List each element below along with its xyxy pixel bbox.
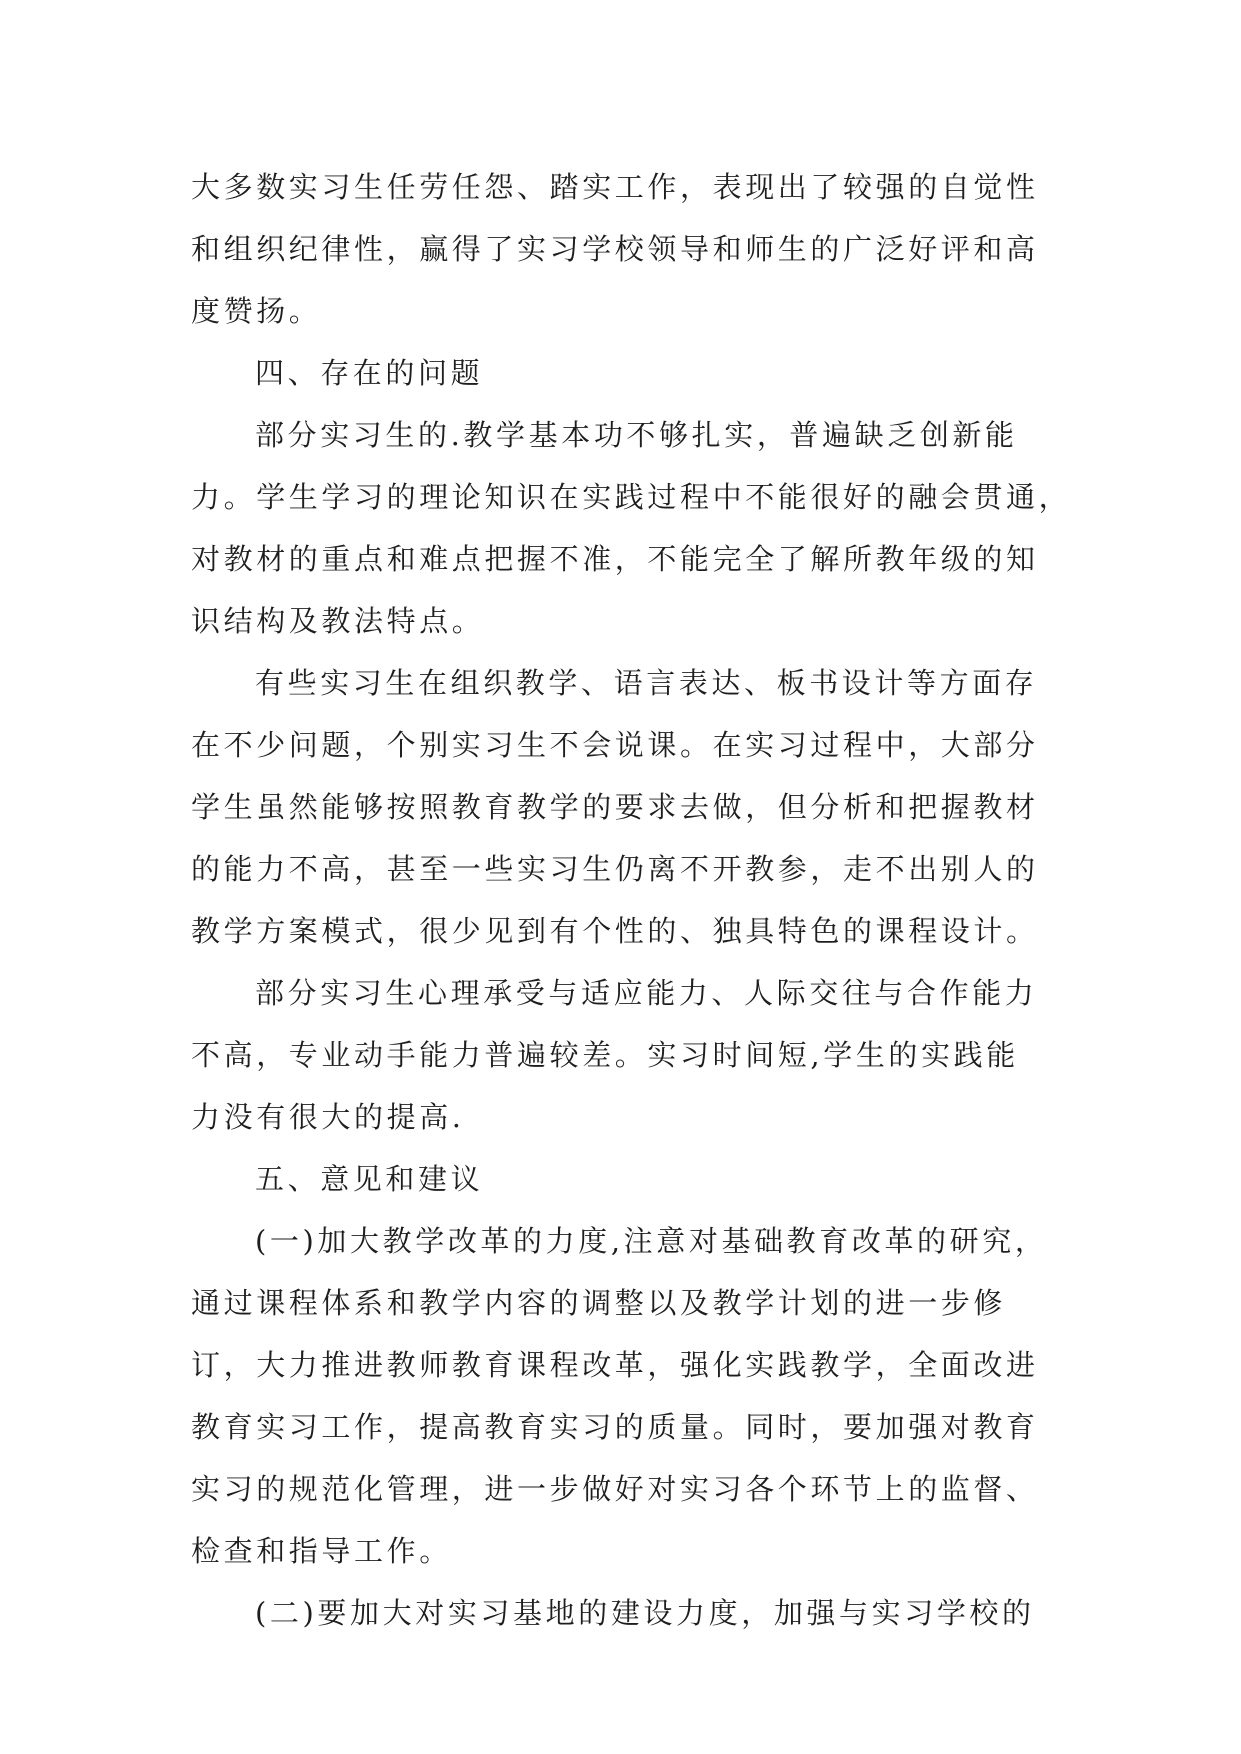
document-body	[191, 156, 1072, 1644]
text-line: 在不少问题，个别实习生不会说课。在实习过程中，大部分	[191, 728, 1039, 762]
text-line: 度赞扬。	[191, 294, 322, 328]
text-line: 对教材的重点和难点把握不准，不能完全了解所教年级的知	[191, 542, 1039, 576]
text-line: 不高，专业动手能力普遍较差。实习时间短,学生的实践能	[191, 1038, 1019, 1072]
text-line: 有些实习生在组织教学、语言表达、板书设计等方面存	[255, 666, 1038, 700]
text-line: 识结构及教法特点。	[191, 604, 485, 638]
text-line: 学生虽然能够按照教育教学的要求去做，但分析和把握教材	[191, 790, 1039, 824]
text-line: 力。学生学习的理论知识在实践过程中不能很好的融会贯通，	[191, 480, 1072, 514]
text-line: 教学方案模式，很少见到有个性的、独具特色的课程设计。	[191, 914, 1039, 948]
text-line: 力没有很大的提高.	[191, 1100, 465, 1134]
text-line: 订，大力推进教师教育课程改革，强化实践教学，全面改进	[191, 1348, 1039, 1382]
text-line: 教育实习工作，提高教育实习的质量。同时，要加强对教育	[191, 1410, 1039, 1444]
text-line: 部分实习生的.教学基本功不够扎实，普遍缺乏创新能	[255, 418, 1018, 452]
text-line: 部分实习生心理承受与适应能力、人际交往与合作能力	[255, 976, 1038, 1010]
text-line: 的能力不高，甚至一些实习生仍离不开教参，走不出别人的	[191, 852, 1039, 886]
text-line: (二)要加大对实习基地的建设力度，加强与实习学校的	[255, 1596, 1035, 1630]
text-line: 检查和指导工作。	[191, 1534, 452, 1568]
text-line: 通过课程体系和教学内容的调整以及教学计划的进一步修	[191, 1286, 1007, 1320]
text-line: 大多数实习生任劳任怨、踏实工作，表现出了较强的自觉性	[191, 170, 1039, 204]
section-heading: 五、意见和建议	[255, 1162, 484, 1196]
section-heading: 四、存在的问题	[255, 356, 484, 390]
text-line: 和组织纪律性，赢得了实习学校领导和师生的广泛好评和高	[191, 232, 1039, 266]
text-line: (一)加大教学改革的力度,注意对基础教育改革的研究，	[255, 1224, 1048, 1258]
text-line: 实习的规范化管理，进一步做好对实习各个环节上的监督、	[191, 1472, 1039, 1506]
